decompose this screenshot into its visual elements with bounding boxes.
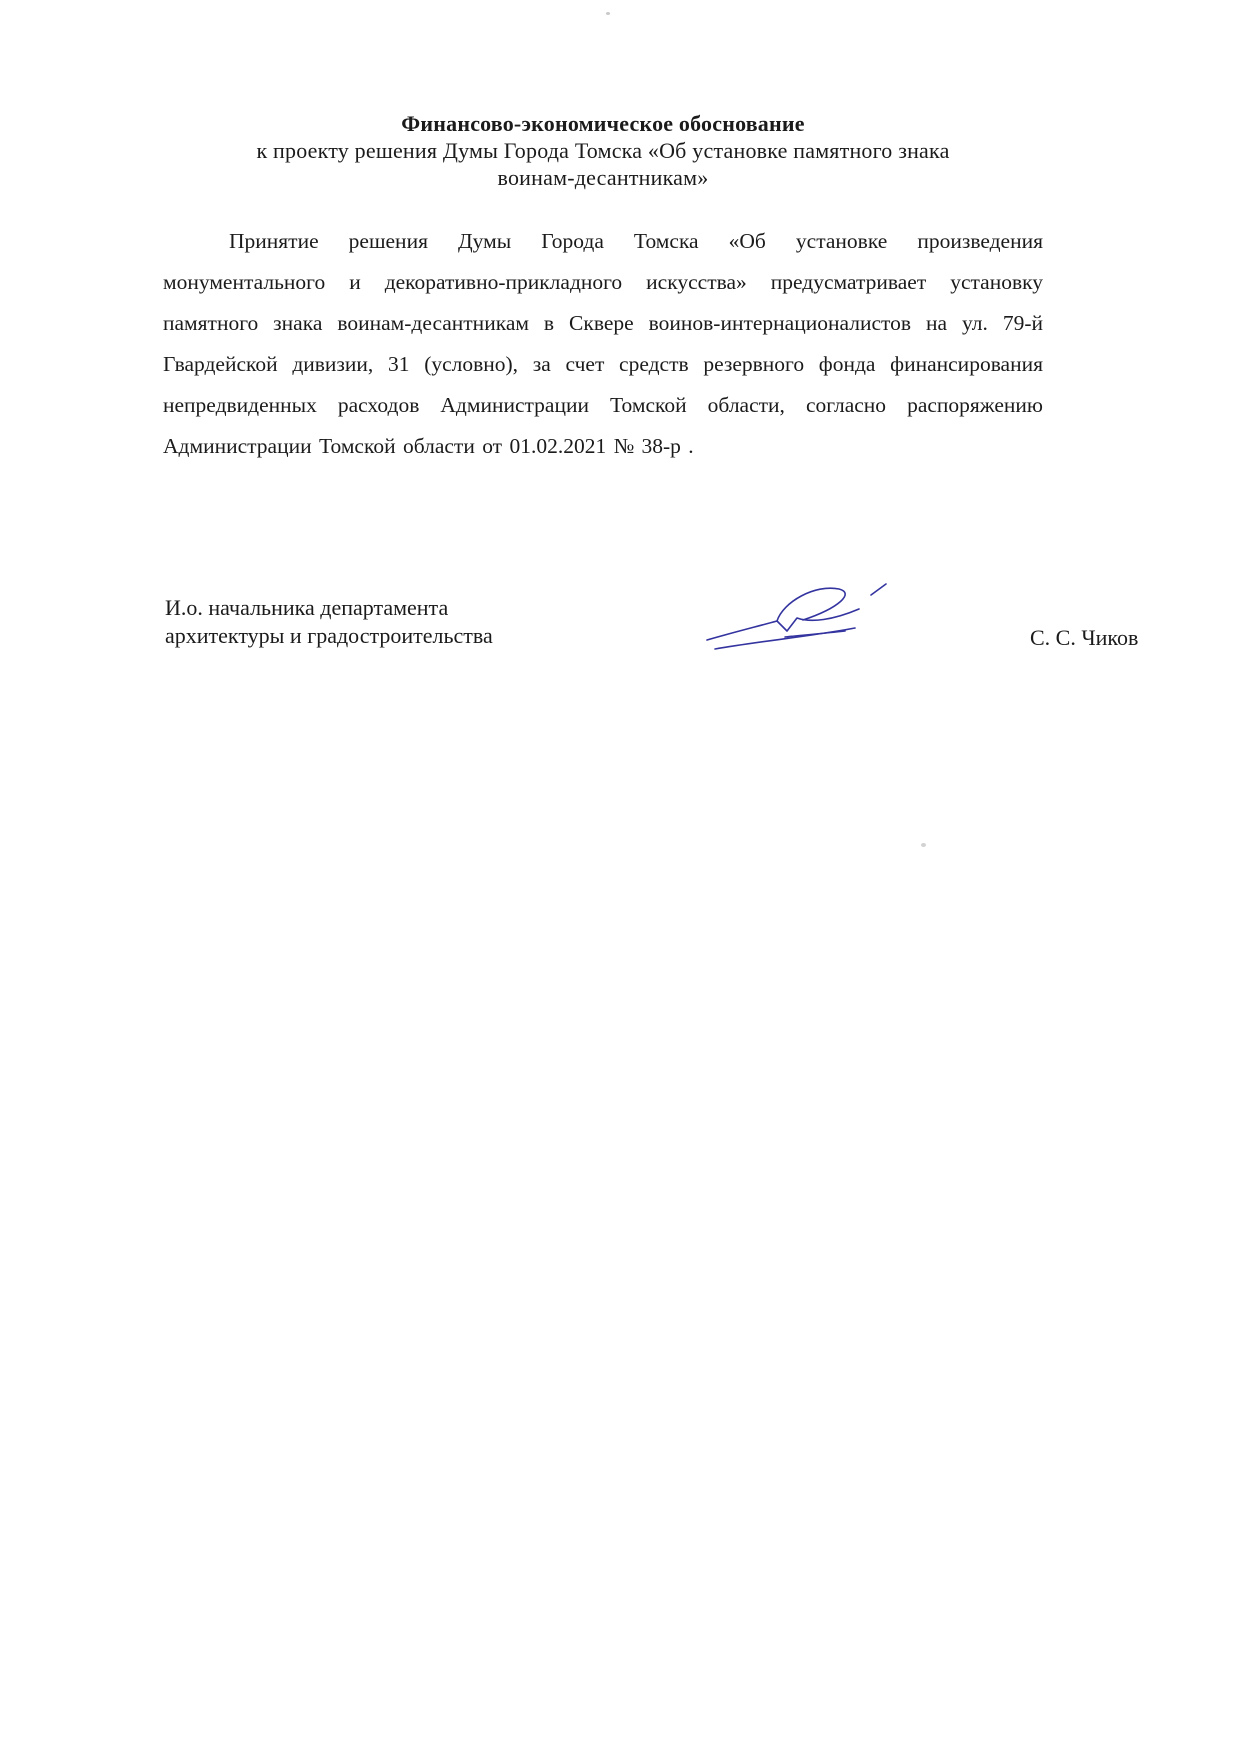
signer-name: С. С. Чиков bbox=[1030, 625, 1139, 650]
signature-stroke-main bbox=[707, 609, 859, 640]
signer-job-title bbox=[165, 594, 585, 650]
signer-job-title-line-1: И.о. начальника департамента bbox=[165, 595, 449, 620]
scan-artifact-dot bbox=[606, 12, 610, 15]
scan-artifact-dot bbox=[921, 843, 926, 847]
title-line-2: к проекту решения Думы Города Томска «Об установке памятного знака bbox=[256, 138, 950, 163]
title-line-3: воинам-десантникам» bbox=[497, 165, 709, 190]
signature-stroke-loop bbox=[777, 588, 845, 621]
body-paragraph: Принятие решения Думы Города Томска «Об установке произведения монументального и декоративно-прикладного искусства» предусматривает установку памятного знака воинам-десантникам в Сквере воинов-интернационалистов на ул. 79-й Гвардейской дивизии, 31 (условно), за счет средств резервного фонда финансирования непредвиденных расходов Администрации Томской области, согласно распоряжению Администрации Томской области от 01.02.2021 № 38-р . bbox=[163, 229, 1043, 458]
signer-job-title-line-2: архитектуры и градостроительства bbox=[165, 623, 493, 648]
document-title bbox=[163, 110, 1043, 191]
signature-stroke-underline-short bbox=[785, 631, 845, 637]
signature-stroke-tick bbox=[871, 584, 886, 595]
handwritten-signature-icon bbox=[693, 578, 893, 656]
title-line-1: Финансово-экономическое обоснование bbox=[401, 111, 805, 136]
